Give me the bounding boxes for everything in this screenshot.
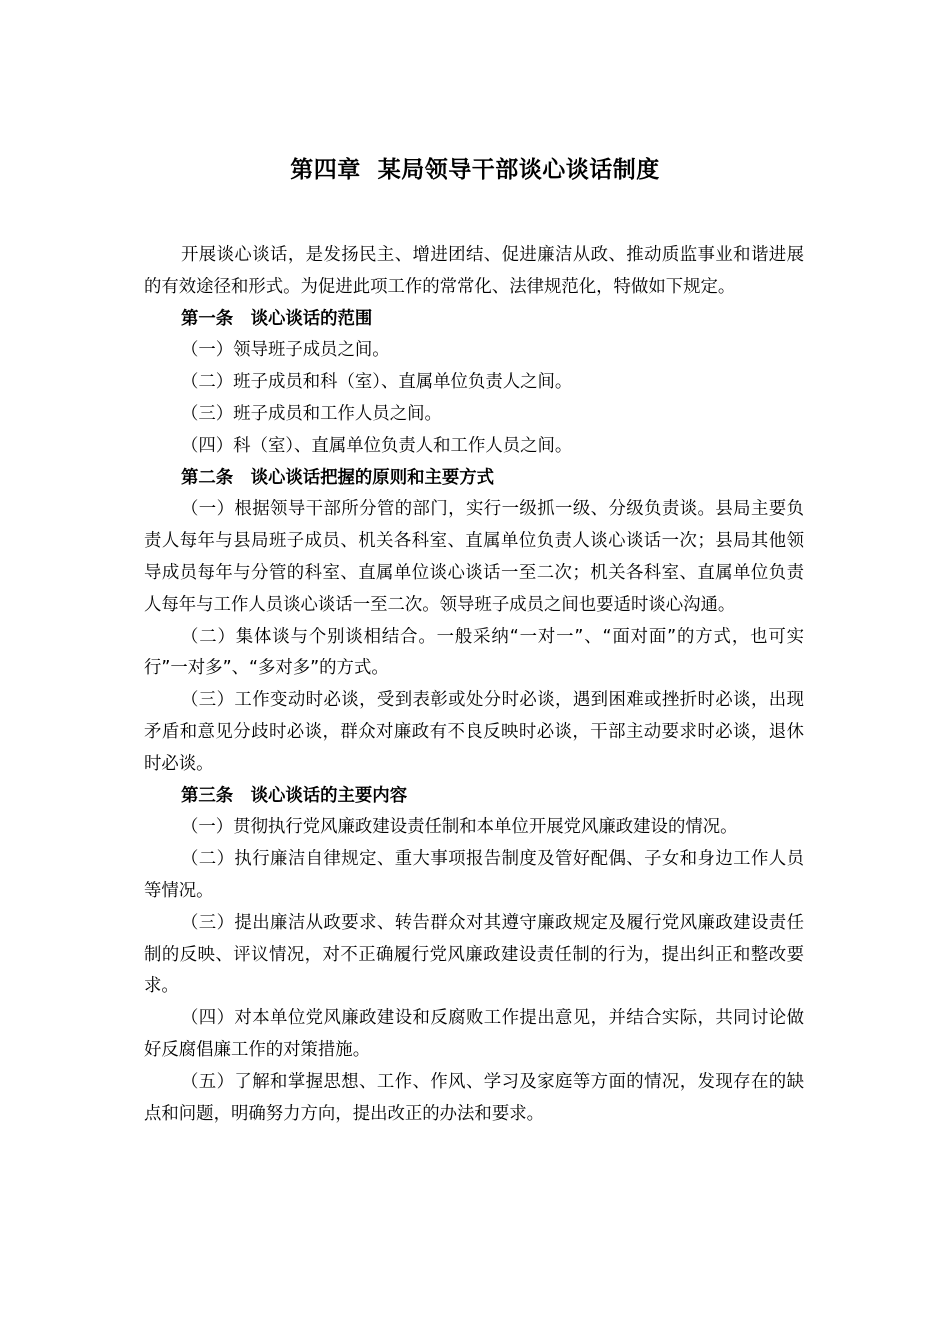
- article-1-item: （三）班子成员和工作人员之间。: [181, 403, 442, 424]
- article-1-item: （二）班子成员和科（室）、直属单位负责人之间。: [181, 372, 573, 393]
- document-title: 第四章 某局领导干部谈心谈话制度: [290, 157, 660, 183]
- article-3-item: （二）执行廉洁自律规定、重大事项报告制度及管好配偶、子女和身边工作人员等情况。: [144, 849, 804, 901]
- article-1-heading: 第一条 谈心谈话的范围: [181, 308, 373, 329]
- article-2-item: （二）集体谈与个别谈相结合。一般采纳“一对一”、“面对面”的方式，也可实行”一对多”、“多对多”的方式。: [144, 626, 804, 679]
- article-3-item: （四）对本单位党风廉政建设和反腐败工作提出意见，并结合实际，共同讨论做好反腐倡廉工作的对策措施。: [144, 1008, 804, 1060]
- article-2-heading: 第二条 谈心谈话把握的原则和主要方式: [181, 467, 495, 488]
- article-3-item: （五）了解和掌握思想、工作、作风、学习及家庭等方面的情况，发现存在的缺点和问题，明确努力方向，提出改正的办法和要求。: [144, 1071, 804, 1124]
- article-3-item: （一）贯彻执行党风廉政建设责任制和本单位开展党风廉政建设的情况。: [181, 817, 738, 838]
- document-body: [144, 240, 804, 1130]
- article-1-item: （四）科（室）、直属单位负责人和工作人员之间。: [181, 435, 573, 456]
- article-2-item: （三）工作变动时必谈，受到表彰或处分时必谈，遇到困难或挫折时必谈，出现矛盾和意见分歧时必谈，群众对廉政有不良反映时必谈，干部主动要求时必谈，退休时必谈。: [144, 690, 804, 774]
- article-3-item: （三）提出廉洁从政要求、转告群众对其遵守廉政规定及履行党风廉政建设责任制的反映、评议情况，对不正确履行党风廉政建设责任制的行为，提出纠正和整改要求。: [144, 912, 804, 997]
- article-3-heading: 第三条 谈心谈话的主要内容: [181, 785, 408, 806]
- article-1-item: （一）领导班子成员之间。: [181, 340, 390, 361]
- article-2-item: （一）根据领导干部所分管的部门，实行一级抓一级、分级负责谈。县局主要负责人每年与县局班子成员、机关各科室、直属单位负责人谈心谈话一次；县局其他领导成员每年与分管的科室、直属单位谈心谈话一至二次；机关各科室、直属单位负责人每年与工作人员谈心谈话一至二次。领导班子成员之间也要适时谈心沟通。: [144, 499, 804, 615]
- intro-paragraph: 开展谈心谈话，是发扬民主、增进团结、促进廉洁从政、推动质监事业和谐进展的有效途径和形式。为促进此项工作的常常化、法律规范化，特做如下规定。: [144, 245, 804, 297]
